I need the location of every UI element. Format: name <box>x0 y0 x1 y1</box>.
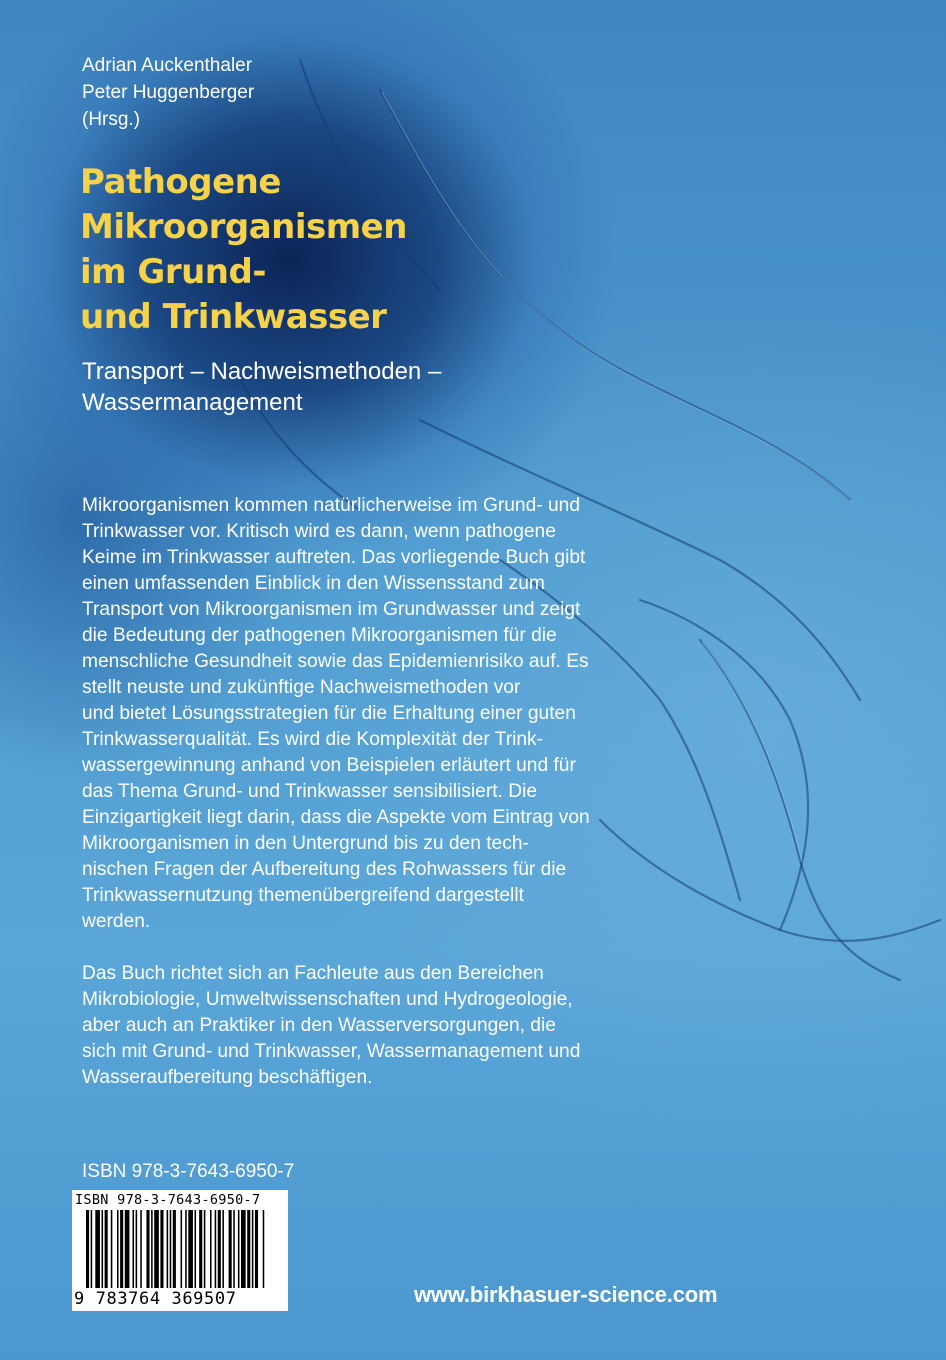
blurb-line: Mikrobiologie, Umweltwissenschaften und Hydrogeologie, <box>82 989 573 1010</box>
isbn-barcode <box>72 1190 288 1311</box>
barcode-bar <box>185 1210 187 1288</box>
title-line: Mikroorganismen <box>80 207 407 247</box>
blurb-line: Trinkwasserqualität. Es wird die Komplexität der Trink- <box>82 729 544 750</box>
barcode-bar <box>233 1210 235 1288</box>
blurb-line: Keime im Trinkwasser auftreten. Das vorliegende Buch gibt <box>82 547 586 568</box>
blurb-line: Das Buch richtet sich an Fachleute aus den Bereichen <box>82 963 544 984</box>
barcode-top-text: ISBN 978-3-7643-6950-7 <box>75 1192 261 1208</box>
barcode-bar <box>160 1210 163 1288</box>
barcode-bar <box>125 1210 130 1288</box>
barcode-bar <box>181 1210 183 1288</box>
barcode-bar <box>238 1210 240 1288</box>
blurb-line: Mikroorganismen in den Untergrund bis zu den tech- <box>82 833 529 854</box>
blurb-line: Einzigartigkeit liegt darin, dass die Aspekte vom Eintrag von <box>82 807 590 828</box>
editor-note: (Hrsg.) <box>82 109 141 130</box>
barcode-bar <box>111 1210 113 1288</box>
blurb-line: und bietet Lösungsstrategien für die Erhaltung einer guten <box>82 703 576 724</box>
barcode-bar <box>218 1210 221 1288</box>
isbn-text: ISBN 978-3-7643-6950-7 <box>82 1161 295 1182</box>
barcode-bar <box>102 1210 104 1288</box>
barcode-bar <box>133 1210 135 1288</box>
barcode-bar <box>136 1210 138 1288</box>
barcode-bar <box>241 1210 246 1288</box>
book-title <box>80 160 407 340</box>
publisher-url: www.birkhasuer-science.com <box>414 1282 718 1307</box>
barcode-bar <box>154 1210 159 1288</box>
blurb-line: Trinkwassernutzung themenübergreifend dargestellt <box>82 885 524 906</box>
barcode-bar <box>222 1210 224 1288</box>
barcode-bar <box>146 1210 149 1288</box>
barcode-bar <box>167 1210 169 1288</box>
barcode-bar <box>105 1210 108 1288</box>
barcode-bar <box>86 1210 89 1288</box>
barcode-bar <box>140 1210 142 1288</box>
barcode-bar <box>199 1210 202 1288</box>
barcode-bar <box>173 1210 176 1288</box>
subtitle-line: Transport – Nachweismethoden – <box>82 358 442 385</box>
barcode-bar <box>188 1210 193 1288</box>
barcode-bar <box>151 1210 153 1288</box>
blurb-line: einen umfassenden Einblick in den Wissensstand zum <box>82 573 545 594</box>
blurb-paragraph-1 <box>82 493 662 935</box>
barcode-bar <box>210 1210 212 1288</box>
blurb-line: die Bedeutung der pathogenen Mikroorganismen für die <box>82 625 557 646</box>
barcode-bar <box>120 1210 123 1288</box>
barcode-bar <box>247 1210 250 1288</box>
title-line: im Grund- <box>80 252 266 292</box>
blurb-line: werden. <box>82 911 151 932</box>
barcode-bar <box>117 1210 119 1288</box>
author-name: Peter Huggenberger <box>82 82 255 103</box>
barcode-digits: 9 783764 369507 <box>74 1289 237 1309</box>
blurb-line: Wasseraufbereitung beschäftigen. <box>82 1067 373 1088</box>
blurb-line: wassergewinnung anhand von Beispielen erläutert und für <box>82 755 576 776</box>
blurb-line: Trinkwasser vor. Kritisch wird es dann, wenn pathogene <box>82 521 556 542</box>
blurb-line: aber auch an Praktiker in den Wasserversorgungen, die <box>82 1015 556 1036</box>
authors-block <box>82 52 254 133</box>
blurb-line: stellt neuste und zukünftige Nachweismethoden vor <box>82 677 521 698</box>
barcode-bar <box>252 1210 254 1288</box>
barcode-bar <box>204 1210 206 1288</box>
barcode-bar <box>95 1210 100 1288</box>
barcode-bars <box>72 1210 288 1290</box>
author-name: Adrian Auckenthaler <box>82 55 253 76</box>
book-subtitle <box>82 356 441 418</box>
title-line: Pathogene <box>80 162 281 202</box>
title-line: und Trinkwasser <box>80 297 387 337</box>
subtitle-line: Wassermanagement <box>82 389 303 416</box>
blurb-line: das Thema Grund- und Trinkwasser sensibilisiert. Die <box>82 781 537 802</box>
barcode-bar <box>255 1210 258 1288</box>
blurb-line: nischen Fragen der Aufbereitung des Rohwassers für die <box>82 859 567 880</box>
blurb-line: Mikroorganismen kommen natürlicherweise im Grund- und <box>82 495 581 516</box>
barcode-bar <box>170 1210 172 1288</box>
blurb-line: sich mit Grund- und Trinkwasser, Wassermanagement und <box>82 1041 581 1062</box>
barcode-bar <box>215 1210 217 1288</box>
blurb-line: Transport von Mikroorganismen im Grundwasser und zeigt <box>82 599 581 620</box>
barcode-bar <box>91 1210 93 1288</box>
barcode-bar <box>195 1210 197 1288</box>
blurb-paragraph-2 <box>82 961 662 1091</box>
barcode-bar <box>229 1210 232 1288</box>
blurb-line: menschliche Gesundheit sowie das Epidemienrisiko auf. Es <box>82 651 589 672</box>
barcode-bar <box>263 1210 265 1288</box>
blurb <box>82 493 662 1091</box>
